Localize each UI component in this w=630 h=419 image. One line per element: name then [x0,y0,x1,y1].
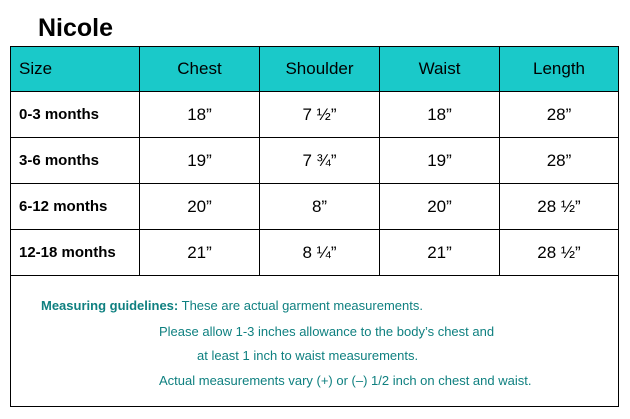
table-row [11,92,619,138]
shoulder-cell: 8 ¼” [260,230,380,276]
table-header-row [11,47,619,92]
header-shoulder: Shoulder [260,47,380,92]
page-title: Nicole [38,14,114,42]
size-cell: 6-12 months [11,184,140,230]
shoulder-cell: 7 ¾” [260,138,380,184]
header-waist: Waist [380,47,500,92]
table-row [11,138,619,184]
guidelines-text-1: These are actual garment measurements. [178,298,423,313]
length-cell: 28” [500,92,619,138]
length-cell: 28” [500,138,619,184]
guidelines-line-3: at least 1 inch to waist measurements. [197,348,419,363]
measuring-guidelines-cell [11,276,619,407]
table-row [11,230,619,276]
guidelines-line-4: Actual measurements vary (+) or (–) 1/2 inch on chest and waist. [159,373,532,388]
guidelines-line-1 [41,298,423,314]
shoulder-cell: 8” [260,184,380,230]
guidelines-lead: Measuring guidelines: [41,298,179,313]
header-length: Length [500,47,619,92]
header-chest: Chest [140,47,260,92]
guidelines-line-2: Please allow 1-3 inches allowance to the body’s chest and [159,324,495,339]
length-cell: 28 ½” [500,230,619,276]
waist-cell: 18” [380,92,500,138]
waist-cell: 19” [380,138,500,184]
chest-cell: 20” [140,184,260,230]
chest-cell: 21” [140,230,260,276]
header-size: Size [11,47,140,92]
size-cell: 12-18 months [11,230,140,276]
waist-cell: 20” [380,184,500,230]
length-cell: 28 ½” [500,184,619,230]
table-row [11,184,619,230]
shoulder-cell: 7 ½” [260,92,380,138]
size-cell: 3-6 months [11,138,140,184]
size-cell: 0-3 months [11,92,140,138]
waist-cell: 21” [380,230,500,276]
chest-cell: 18” [140,92,260,138]
chest-cell: 19” [140,138,260,184]
notes-row [11,276,619,407]
size-chart-table [10,46,619,407]
measuring-guidelines [11,276,618,406]
